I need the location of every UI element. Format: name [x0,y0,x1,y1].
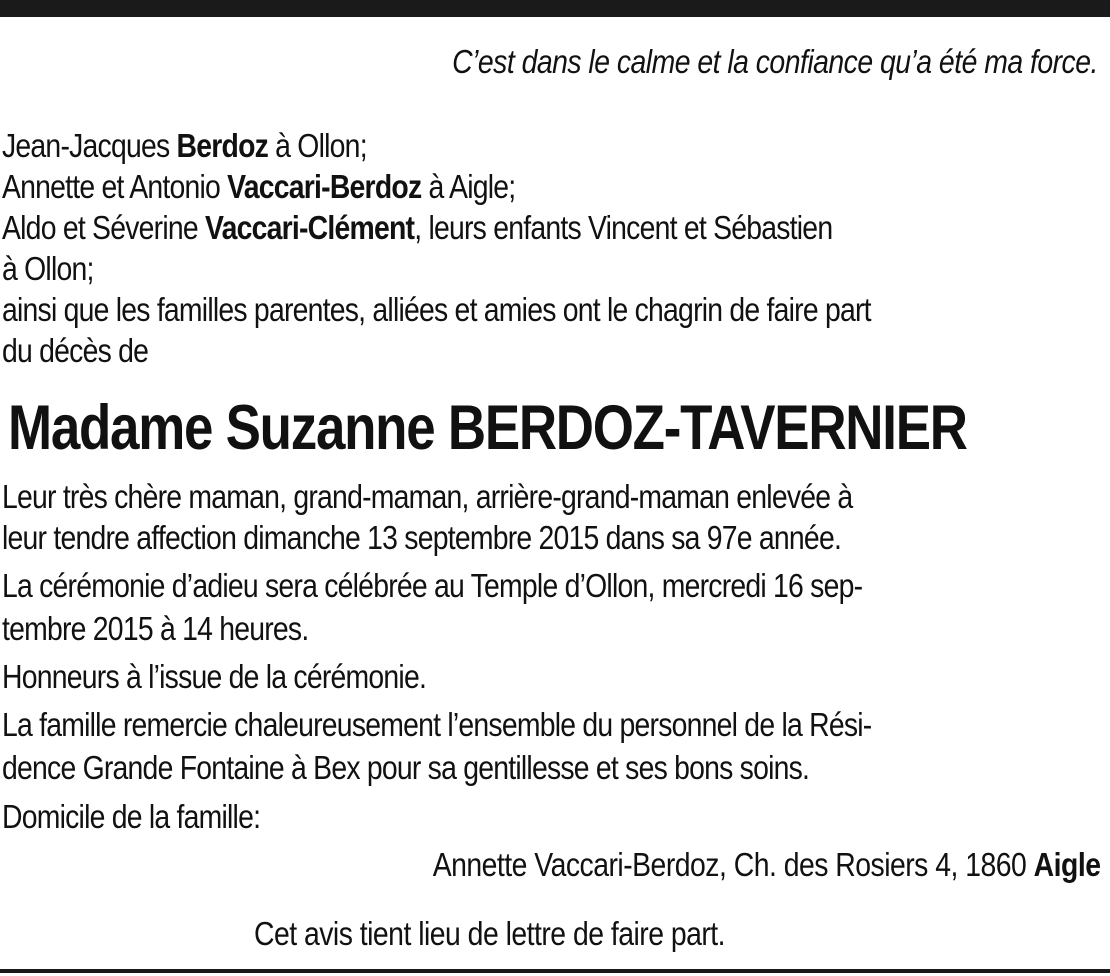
closing-note: Cet avis tient lieu de lettre de faire part. [254,915,726,952]
family-line [2,166,515,208]
address-text: Annette Vaccari-Berdoz, Ch. des Rosiers 4, 1860 [432,846,1034,883]
family-line-text: , leurs enfants Vincent et Sébastien [414,209,833,246]
family-line-text: du décès de [2,332,149,369]
family-surname: Vaccari-Berdoz [227,168,422,205]
body-line: Leur très chère maman, grand-maman, arrière-grand-maman enlevée à [2,478,853,515]
family-line-text: à Aigle; [421,168,516,205]
body-line: dence Grande Fontaine à Bex pour sa gentillesse et ses bons soins. [2,749,810,786]
family-line-text: à Ollon; [268,127,367,164]
body-line: Domicile de la famille: [2,798,261,835]
family-surname: Vaccari-Clément [204,209,415,246]
family-line [2,248,94,290]
body-line: tembre 2015 à 14 heures. [2,610,309,647]
family-line [2,289,871,331]
family-address [432,844,1100,886]
family-line-text: Annette et Antonio [2,168,228,205]
family-line-text: ainsi que les familles parentes, alliées et amies ont le chagrin de faire part [2,291,871,328]
family-line-text: Jean-Jacques [2,127,177,164]
body-line: La famille remercie chaleureusement l’ensemble du personnel de la Rési- [2,706,872,743]
family-line [2,330,148,372]
motto-quote: C’est dans le calme et la confiance qu’a été ma force. [452,43,1098,80]
body-line: leur tendre affection dimanche 13 septembre 2015 dans sa 97e année. [2,519,842,556]
family-line-text: à Ollon; [2,250,94,287]
body-line: La cérémonie d’adieu sera célébrée au Temple d’Ollon, mercredi 16 sep- [2,567,863,604]
bottom-border-rule [0,969,1110,973]
family-line [2,207,832,249]
family-line-text: Aldo et Séverine [2,209,205,246]
deceased-name: Madame Suzanne BERDOZ-TAVERNIER [8,393,967,463]
top-border-rule [0,0,1110,17]
body-line: Honneurs à l’issue de la cérémonie. [2,658,427,695]
family-surname: Berdoz [176,127,269,164]
family-line [2,125,367,167]
address-city: Aigle [1033,846,1100,883]
